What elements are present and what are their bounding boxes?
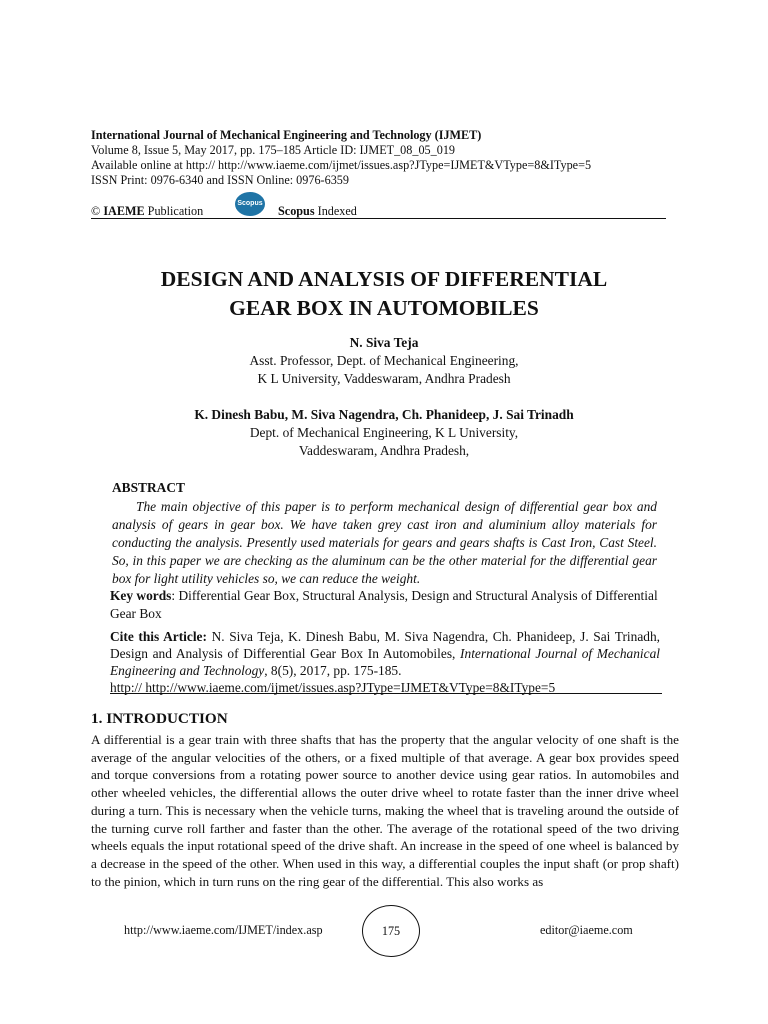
scopus-label: Scopus xyxy=(278,204,315,218)
author-affiliation-line-2: K L University, Vaddeswaram, Andhra Pradesh xyxy=(257,371,511,386)
coauthor-affiliation-line-2: Vaddeswaram, Andhra Pradesh, xyxy=(298,443,470,458)
scopus-indexed xyxy=(278,204,357,219)
indexed-label: Indexed xyxy=(314,204,357,218)
coauthor-names: K. Dinesh Babu, M. Siva Nagendra, Ch. Phanideep, J. Sai Trinadh xyxy=(194,407,574,422)
abstract-text: The main objective of this paper is to perform mechanical design of differential gear box and analysis of gears in gear box. We have taken grey cast iron and aluminium alloy materials for conducting the analysis. Presently used materials for gears and gears shafts is Cast Iron, Cast Steel. So, in this paper we are checking as the aluminum can be the other material for the differential gear box for light utility vehicles so, we can reduce the weight. xyxy=(112,499,657,586)
title-line-2: GEAR BOX IN AUTOMOBILES xyxy=(229,296,539,320)
footer-url[interactable]: http://www.iaeme.com/IJMET/index.asp xyxy=(124,923,323,937)
cite-text: N. Siva Teja, K. Dinesh Babu, M. Siva Nagendra, Ch. Phanideep, J. Sai Trinadh, Design and Analysis of Differential Gear Box In Automobiles, xyxy=(110,629,660,661)
publisher-suffix: Publication xyxy=(144,204,204,218)
publisher-credit xyxy=(91,204,203,219)
coauthor-affiliation-line-1: Dept. of Mechanical Engineering, K L University, xyxy=(249,425,519,440)
journal-title: International Journal of Mechanical Engineering and Technology (IJMET) xyxy=(91,128,482,142)
available-online-line: Available online at http:// http://www.iaeme.com/ijmet/issues.asp?JType=IJMET&VType=8&IType=5 xyxy=(91,158,592,172)
cite-details: , 8(5), 2017, pp. 175-185. xyxy=(264,663,402,678)
footer-email[interactable]: editor@iaeme.com xyxy=(540,923,633,937)
issn-line: ISSN Print: 0976-6340 and ISSN Online: 0976-6359 xyxy=(91,173,349,187)
header-divider xyxy=(91,218,666,219)
citation-divider xyxy=(110,693,662,694)
introduction-text: A differential is a gear train with three shafts that has the property that the angular velocity of one shaft is the average of the angular velocities of the others, or a fixed multiple of that average. A gear box provides speed and torque conversions from a rotating power source to another device using gear ratios. In automobiles and other wheeled vehicles, the differential allows the outer drive wheel to rotate faster than the inner drive wheel during a turn. This is necessary when the vehicle turns, making the wheel that is traveling around the outside of the turning curve roll farther and faster than the other. The average of the rotational speed of the two driving wheels equals the input rotational speed of the drive shaft. An increase in the speed of one wheel is balanced by a decrease in the speed of the other. When used in this way, a differential couples the input shaft (or prop shaft) to the pinion, which in turn runs on the ring gear of the differential. This also works as xyxy=(91,732,679,889)
publisher-name: IAEME xyxy=(103,204,145,218)
author-block-2 xyxy=(60,406,708,460)
cite-journal: International Journal of Mechanical Engineering and Technology xyxy=(110,646,660,678)
abstract-heading: ABSTRACT xyxy=(112,480,185,495)
author-name: N. Siva Teja xyxy=(349,335,419,350)
title-line-1: DESIGN AND ANALYSIS OF DIFFERENTIAL xyxy=(160,267,608,291)
keywords-text: : Differential Gear Box, Structural Analysis, Design and Structural Analysis of Differential Gear Box xyxy=(110,588,658,621)
introduction-heading: 1. INTRODUCTION xyxy=(91,710,228,727)
cite-url[interactable]: http:// http://www.iaeme.com/ijmet/issues.asp?JType=IJMET&VType=8&IType=5 xyxy=(110,680,556,695)
author-affiliation-line-1: Asst. Professor, Dept. of Mechanical Engineering, xyxy=(249,353,519,368)
keywords xyxy=(110,587,662,623)
cite-label: Cite this Article: xyxy=(110,629,207,644)
scopus-logo-icon: Scopus xyxy=(235,192,265,216)
journal-header xyxy=(91,128,671,188)
page-footer xyxy=(0,905,768,955)
copyright-symbol: © xyxy=(91,204,101,218)
paper-title xyxy=(60,265,708,323)
keywords-label: Key words xyxy=(110,588,172,603)
volume-line: Volume 8, Issue 5, May 2017, pp. 175–185 Article ID: IJMET_08_05_019 xyxy=(91,143,456,157)
page-number: 175 xyxy=(362,905,420,957)
citation-block xyxy=(110,628,660,696)
author-block-1 xyxy=(60,334,708,388)
